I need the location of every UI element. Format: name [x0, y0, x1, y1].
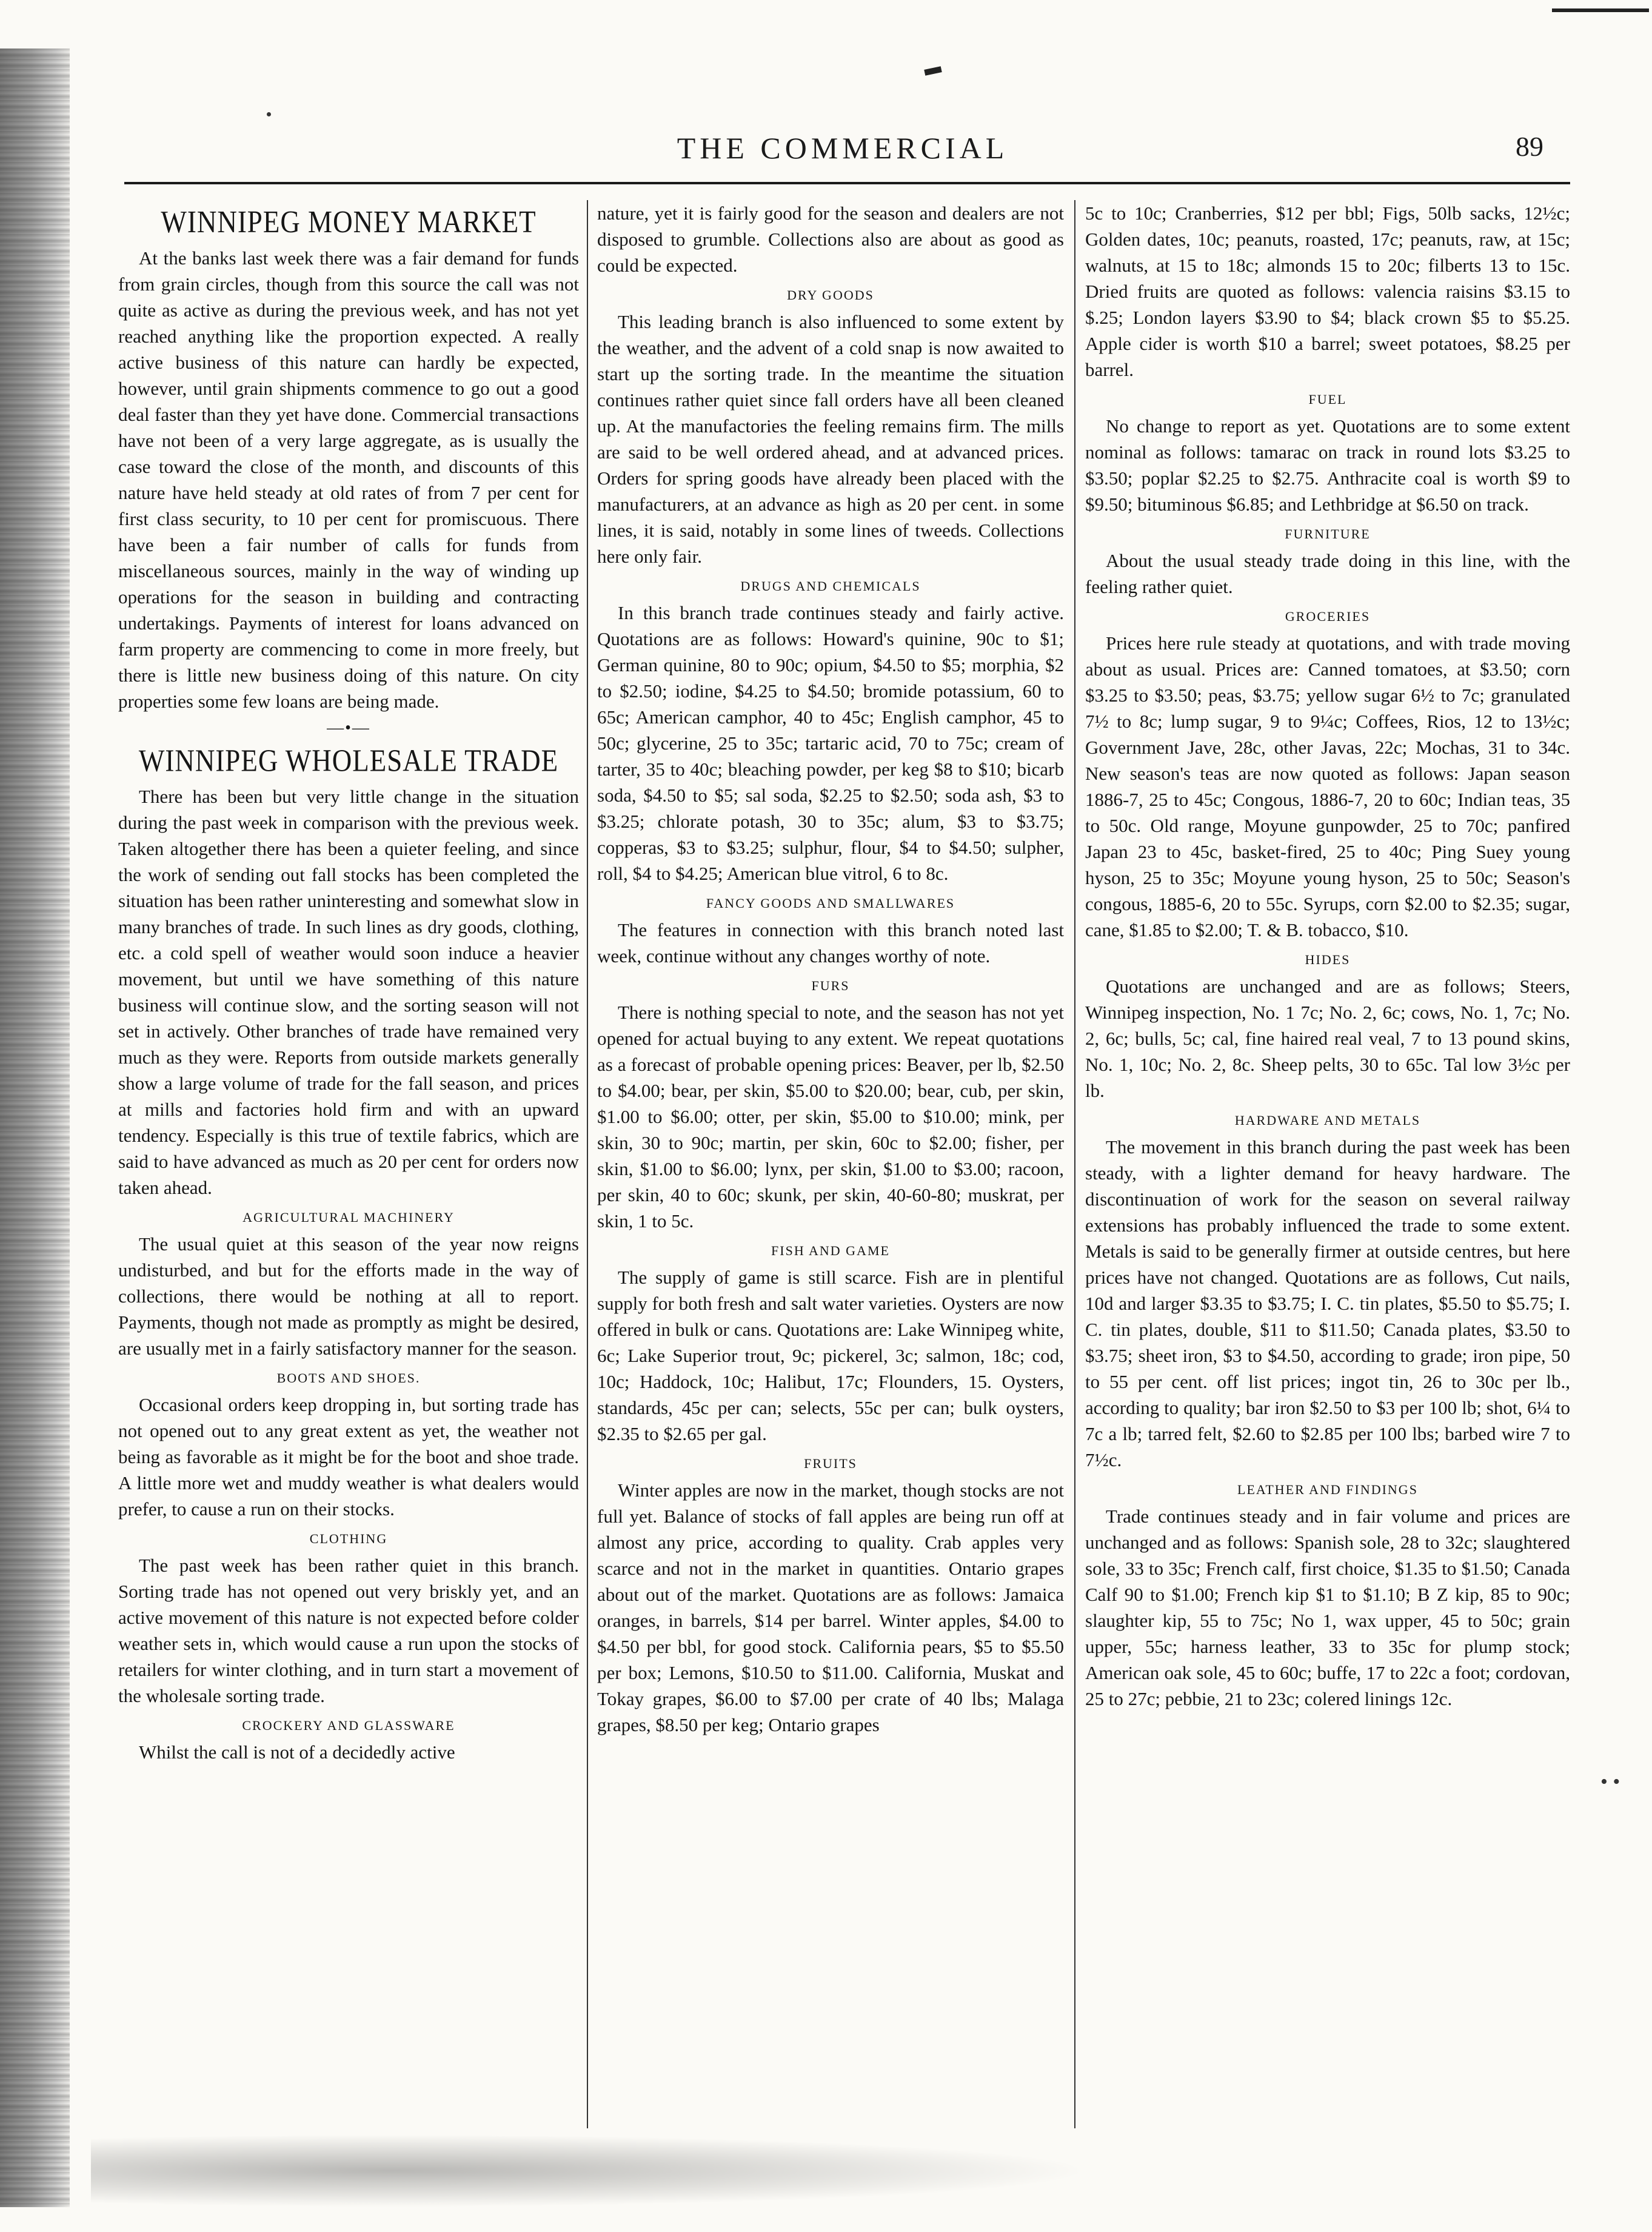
furniture-heading: FURNITURE	[1285, 526, 1371, 541]
boots-shoes-paragraph: Occasional orders keep dropping in, but sorting trade has not opened out to any great extent as yet, the weather not being as favorable as it might be for the boot and shoe trade. A little more wet and muddy weather is what dealers would prefer, to cause a run on their stocks.	[118, 1394, 579, 1520]
fuel-heading: FUEL	[1308, 392, 1347, 407]
dry-goods-heading: DRY GOODS	[787, 287, 874, 303]
drugs-chemicals-heading: DRUGS AND CHEMICALS	[740, 578, 921, 594]
column-divider	[587, 200, 588, 2128]
fish-game-heading: FISH AND GAME	[771, 1243, 890, 1258]
hides-paragraph: Quotations are unchanged and are as follows; Steers, Winnipeg inspection, No. 1 7c; No. 2, 6c; cows, No. 1, 7c; No. 2, 6c; bulls, 5c; cal, fine haired real veal, 7 to 13 pound skins, No. 1, 10c; No. 2, 8c. Sheep pelts, 30 to 65c. Tal low 3½c per lb.	[1085, 976, 1570, 1101]
boots-shoes-heading: BOOTS AND SHOES.	[276, 1370, 421, 1386]
column-one	[118, 200, 579, 1765]
fuel-paragraph: No change to report as yet. Quotations are to some extent nominal as follows: tamarac on track in round lots $3.25 to $3.50; poplar $2.25 to $2.75. Anthracite coal is worth $9 to $9.50; bituminous $6.85; and Lethbridge at $6.50 on track.	[1085, 415, 1570, 515]
leather-findings-heading: LEATHER AND FINDINGS	[1237, 1482, 1418, 1497]
wholesale-trade-heading: WINNIPEG WHOLESALE TRADE	[138, 743, 559, 778]
hides-heading: HIDES	[1305, 952, 1351, 967]
header-rule	[124, 182, 1570, 184]
crockery-paragraph-continued: nature, yet it is fairly good for the season and dealers are not disposed to grumble. Collections also are about as good as could be expected.	[597, 203, 1064, 276]
section-ornament: —•—	[327, 719, 370, 737]
money-market-heading: WINNIPEG MONEY MARKET	[161, 204, 537, 240]
fancy-goods-paragraph: The features in connection with this branch noted last week, continue without any changes worthy of note.	[597, 919, 1064, 967]
top-corner-rule	[1552, 8, 1649, 12]
dry-goods-paragraph: This leading branch is also influenced to some extent by the weather, and the advent of a cold snap is now awaited to start up the sorting trade. In the meantime the situation continues rather quiet since fall orders have all been cleaned up. At the manufactories the feeling remains firm. The mills are said to be well ordered ahead, and at advanced prices. Orders for spring goods have already been placed with the manufacturers, at an advance as high as 20 per cent. in some lines, it is said, notably in some lines of tweeds. Collections here only fair.	[597, 311, 1064, 567]
fish-game-paragraph: The supply of game is still scarce. Fish are in plentiful supply for both fresh and salt water varieties. Oysters are now offered in bulk or cans. Quotations are: Lake Winnipeg white, 6c; Lake Superior trout, 9c; pickerel, 3c; salmon, 18c; cod, 10c; Haddock, 10c; Halibut, 17c; Flounders, 15. Oysters, standards, 45c per can; selects, 55c per can; bulk oysters, $2.35 to $2.65 per gal.	[597, 1267, 1064, 1444]
fruits-paragraph-continued: 5c to 10c; Cranberries, $12 per bbl; Figs, 50lb sacks, 12½c; Golden dates, 10c; peanuts, roasted, 17c; peanuts, raw, at 15c; walnuts, at 15 to 18c; almonds 15 to 20c; filberts 13 to 15c. Dried fruits are quoted as follows: valencia raisins $3.15 to $.25; London layers $3.90 to $4; black crown $5 to $5.25. Apple cider is worth $10 a barrel; sweet potatoes, $8.25 per barrel.	[1085, 203, 1570, 380]
ink-mark	[924, 66, 941, 76]
groceries-paragraph: Prices here rule steady at quotations, and with trade moving about as usual. Prices are: Canned tomatoes, at $3.50; corn $3.25 to $3.50; peas, $3.75; yellow sugar 6½ to 7c; granulated 7½ to 8c; lump sugar, 9 to 9¼c; Coffees, Rios, 12 to 13½c; Government Jave, 28c, other Javas, 22c; Mochas, 31 to 34c. New season's teas are now quoted as follows: Japan season 1886-7, 25 to 45c; Congous, 1886-7, 20 to 60c; Indian teas, 35 to 50c. Old range, Moyune gunpowder, 25 to 70c; panfired Japan 23 to 45c, basket-fired, 25 to 40c; Ping Suey young hyson, 25 to 35c; Moyune young hyson, 25 to 50c; Season's congous, 1885-6, 20 to 55c. Syrups, corn $2.00 to $2.35; sugar, cane, $1.85 to $2.00; T. & B. tobacco, $10.	[1085, 632, 1570, 940]
hardware-metals-heading: HARDWARE AND METALS	[1234, 1113, 1421, 1128]
crockery-paragraph-start: Whilst the call is not of a decidedly active	[139, 1741, 455, 1763]
scan-smudge	[91, 2134, 1091, 2207]
furniture-paragraph: About the usual steady trade doing in this line, with the feeling rather quiet.	[1085, 550, 1570, 597]
clothing-heading: CLOTHING	[309, 1531, 388, 1546]
margin-marks: • •	[1600, 1771, 1620, 1793]
money-market-paragraph: At the banks last week there was a fair demand for funds from grain circles, though from this source the call was not quite as active as during the previous week, and has not yet reached anything like the proportion expected. A really active business of this nature can hardly be expected, however, until grain shipments commence to go out a good deal faster than they yet have done. Commercial transactions have not been of a very large aggregate, as is usually the case toward the close of the month, and discounts of this nature have held steady at old rates of from 7 per cent for first class security, to 10 per cent for promiscuous. There have been a fair number of calls for funds from miscellaneous sources, mainly in the way of winding up operations for the season in building and contracting undertakings. Payments of interest for loans advanced on farm property are commencing to come in more freely, but there is little new business doing of this nature. On city properties some few loans are being made.	[118, 247, 579, 712]
furs-heading: FURS	[811, 978, 850, 993]
fruits-paragraph: Winter apples are now in the market, though stocks are not full yet. Balance of stocks of fall apples are being run off at almost any price, according to quality. Crab apples very scarce and not in the market in quantities. Ontario grapes about out of the market. Quotations are as follows: Jamaica oranges, in barrels, $14 per barrel. Winter apples, $4.00 to $4.50 per bbl, for good stock. California pears, $5 to $5.50 per box; Lemons, $10.50 to $11.00. California, Muskat and Tokay grapes, $6.00 to $7.00 per crate of 40 lbs; Malaga grapes, $8.50 per keg; Ontario grapes	[597, 1480, 1064, 1735]
drugs-chemicals-paragraph: In this branch trade continues steady and fairly active. Quotations are as follows: Howard's quinine, 90c to $1; German quinine, 80 to 90c; opium, $4.50 to $5; morphia, $2 to $2.50; iodine, $4.25 to $4.50; bromide potassium, 60 to 65c; American camphor, 40 to 45c; English camphor, 45 to 50c; glycerine, 25 to 35c; tartaric acid, 70 to 75c; cream of tarter, 35 to 40c; bleaching powder, per keg $8 to $10; bicarb soda, $4.50 to $5; sal soda, $2.25 to $2.50; soda ash, $3 to $3.25; chlorate potash, 30 to 35c; alum, $3 to $3.75; copperas, $3 to $3.25; sulphur, flour, $4 to $4.50; sulpher, roll, $4 to $4.25; American blue vitrol, 6 to 8c.	[597, 602, 1064, 884]
agricultural-machinery-heading: AGRICULTURAL MACHINERY	[242, 1210, 455, 1225]
agricultural-machinery-paragraph: The usual quiet at this season of the year now reigns undisturbed, and but for the efforts made in the way of collections, there would be nothing at all to report. Payments, though not made as promptly as might be desired, are usually met in a fairly satisfactory manner for the season.	[118, 1233, 579, 1359]
crockery-glassware-heading: CROCKERY AND GLASSWARE	[242, 1718, 455, 1733]
page-number: 89	[1516, 131, 1543, 162]
ink-dot	[267, 112, 271, 116]
fancy-goods-heading: FANCY GOODS AND SMALLWARES	[706, 896, 955, 911]
leather-findings-paragraph: Trade continues steady and in fair volume and prices are unchanged and as follows: Spanish sole, 28 to 32c; slaughtered sole, 33 to 35c; French calf, first choice, $1.35 to $1.50; Canada Calf 90 to $1.00; French kip $1 to $1.10; B Z kip, 85 to 90c; slaughter kip, 55 to 75c; No 1, wax upper, 45 to 50c; grain upper, 55c; harness leather, 33 to 35c for plump stock; American oak sole, 45 to 60c; buffe, 17 to 22c a foot; cordovan, 25 to 27c; pebbie, 21 to 23c; colered linings 12c.	[1085, 1506, 1570, 1709]
fruits-heading: FRUITS	[804, 1456, 857, 1471]
groceries-heading: GROCERIES	[1285, 609, 1371, 624]
scan-shadow-edge	[0, 49, 70, 2207]
clothing-paragraph: The past week has been rather quiet in this branch. Sorting trade has not opened out very briskly yet, and an active movement of this nature is not expected before colder weather sets in, which would cause a run upon the stocks of retailers for winter clothing, and in turn start a movement of the wholesale sorting trade.	[118, 1555, 579, 1706]
furs-paragraph: There is nothing special to note, and the season has not yet opened for actual buying to any extent. We repeat quotations as a forecast of probable opening prices: Beaver, per lb, $2.50 to $4.00; bear, per skin, $5.00 to $20.00; bear, cub, per skin, $1.00 to $6.00; otter, per skin, $5.00 to $10.00; mink, per skin, 30 to 90c; martin, per skin, 60c to $2.00; fisher, per skin, $1.00 to $6.00; lynx, per skin, $1.00 to $3.00; racoon, per skin, 40 to 60c; skunk, per skin, 40-60-80; muskrat, per skin, 1 to 5c.	[597, 1002, 1064, 1232]
column-three	[1085, 200, 1570, 1712]
hardware-metals-paragraph: The movement in this branch during the past week has been steady, with a lighter demand for heavy hardware. The discontinuation of work for the season on several railway extensions has probably influenced the trade to some extent. Metals is said to be generally firmer at outside centres, but here prices have not changed. Quotations are as follows, Cut nails, 10d and larger $3.35 to $3.75; I. C. tin plates, $5.50 to $5.75; I. C. tin plates, double, $11 to $11.50; Canada plates, $3.50 to $3.75; sheet iron, $3 to $4.50, according to grade; iron pipe, 50 to 55 per cent. off list prices; ingot tin, 26 to 30c per lb., according to quality; bar iron $2.50 to $3 per 100 lb; shot, 6¼ to 7c a lb; tarred felt, $2.60 to $2.85 per 100 lbs; barbed wire 7 to 7½c.	[1085, 1136, 1570, 1470]
column-two	[597, 200, 1064, 1738]
wholesale-trade-paragraph: There has been but very little change in the situation during the past week in comparison with the previous week. Taken altogether there has been a quieter feeling, and since the work of sending out fall stocks has been completed the situation has been rather uninteresting and somewhat slow in many branches of trade. In such lines as dry goods, clothing, etc. a cold spell of weather would soon induce a heavier movement, but until we have something of this nature business will continue slow, and the sorting season will not set in actively. Other branches of trade have remained very much as they were. Reports from outside markets generally show a large volume of trade for the fall season, and prices at mills and factories hold firm and with an upward tendency. Especially is this true of textile fabrics, which are said to have advanced as much as 20 per cent for orders now taken ahead.	[118, 786, 579, 1198]
column-divider	[1074, 200, 1075, 2128]
page-header-title: THE COMMERCIAL	[677, 131, 1009, 165]
